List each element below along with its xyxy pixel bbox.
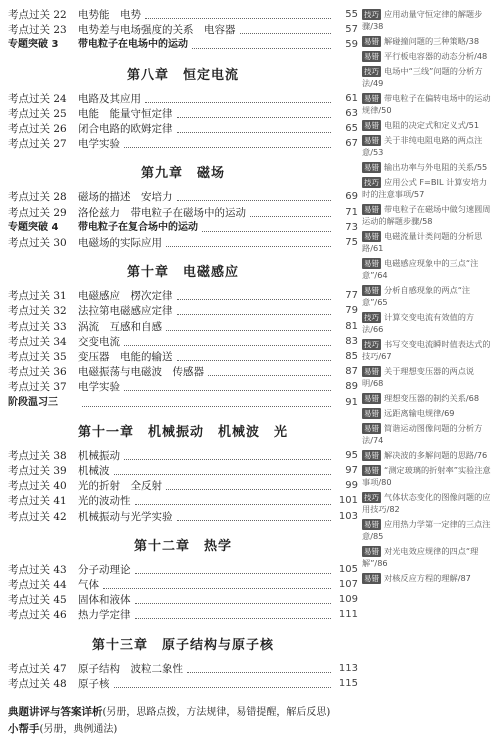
tip-badge: 易错 bbox=[364, 52, 379, 61]
toc-entry-page: 57 bbox=[345, 24, 358, 36]
footer-helper bbox=[8, 720, 368, 736]
tip-item bbox=[362, 161, 494, 173]
dot-leader bbox=[177, 298, 332, 300]
dot-leader bbox=[177, 131, 332, 133]
tip-badge: 易错 bbox=[364, 286, 379, 295]
tip-badge: 易错 bbox=[364, 205, 379, 214]
tip-item bbox=[362, 464, 494, 488]
toc-entry[interactable] bbox=[8, 510, 358, 524]
toc-entry-title: 机械波 bbox=[78, 465, 110, 477]
tip-badge: 易错 bbox=[364, 409, 379, 418]
tip-text: 应用公式 F=BIL 计算安培力时的注意事项/57 bbox=[362, 177, 488, 200]
toc-entry-title: 涡流 互感和自感 bbox=[78, 320, 162, 333]
tip-text: 平行板电容器的动态分析/48 bbox=[384, 51, 488, 61]
toc-entry[interactable] bbox=[8, 578, 358, 592]
footer-answers bbox=[8, 703, 368, 719]
toc-entry-label: 考点过关 26 bbox=[8, 123, 67, 135]
toc-entry-page: 87 bbox=[345, 366, 358, 378]
toc-entry-title: 电磁振荡与电磁波 传感器 bbox=[78, 366, 204, 379]
chapter-heading: 第九章 磁场 bbox=[140, 166, 225, 182]
dot-leader bbox=[124, 146, 331, 148]
tip-item bbox=[362, 491, 494, 515]
tip-item bbox=[362, 545, 494, 569]
tip-item bbox=[362, 92, 494, 116]
toc-entry-page: 103 bbox=[338, 510, 358, 522]
tip-badge: 易错 bbox=[364, 136, 379, 145]
toc-entry[interactable] bbox=[8, 38, 358, 52]
toc-entry[interactable] bbox=[8, 350, 358, 364]
toc-entry-title: 带电粒子在电场中的运动 bbox=[78, 39, 188, 51]
toc-entry-label: 考点过关 29 bbox=[8, 206, 67, 219]
toc-entry-page: 105 bbox=[338, 563, 358, 575]
tip-item bbox=[362, 230, 494, 254]
toc-entry-title: 电学实验 bbox=[78, 138, 120, 151]
toc-entry-label: 考点过关 34 bbox=[8, 335, 67, 348]
toc-entry-page: 75 bbox=[345, 237, 358, 248]
toc-entry-page: 63 bbox=[345, 107, 358, 119]
toc-entry[interactable] bbox=[8, 236, 358, 250]
toc-entry-label: 考点过关 40 bbox=[8, 480, 67, 493]
tip-item bbox=[362, 392, 494, 404]
tip-item bbox=[362, 338, 494, 362]
toc-entry-label: 考点过关 22 bbox=[8, 9, 67, 21]
tip-text: 电磁感应现象中的三点“注意”/64 bbox=[362, 258, 479, 281]
toc-entry[interactable] bbox=[8, 396, 358, 410]
tip-badge: 易错 bbox=[364, 547, 379, 556]
toc-entry-title: 原子核 bbox=[78, 677, 110, 690]
dot-leader bbox=[166, 245, 331, 247]
tip-badge: 技巧 bbox=[364, 178, 379, 187]
toc-entry-title: 磁场的描述 安培力 bbox=[78, 191, 173, 204]
toc-entry-label: 考点过关 36 bbox=[8, 366, 67, 379]
tip-text: 带电粒子在磁场中做匀速圆周运动的解题步骤/58 bbox=[362, 204, 491, 227]
tip-text: 应用热力学第一定律的三点注意/85 bbox=[362, 519, 491, 542]
tip-badge: 易错 bbox=[364, 121, 379, 130]
tip-badge: 易错 bbox=[364, 394, 379, 403]
tip-badge: 技巧 bbox=[364, 67, 379, 76]
tip-item bbox=[362, 176, 494, 200]
table-of-contents bbox=[8, 0, 358, 741]
toc-entry[interactable] bbox=[8, 320, 358, 334]
tip-item bbox=[362, 257, 494, 281]
toc-entry-title: 电磁场的实际应用 bbox=[78, 237, 162, 249]
footer-helper-title: 小帮手 bbox=[8, 723, 40, 735]
toc-entry[interactable] bbox=[8, 677, 358, 691]
toc-entry-label: 考点过关 31 bbox=[8, 290, 67, 303]
toc-entry-label: 考点过关 47 bbox=[8, 662, 67, 675]
toc-entry[interactable] bbox=[8, 494, 358, 508]
tip-badge: 易错 bbox=[364, 94, 379, 103]
tip-text: 输出功率与外电阻的关系/55 bbox=[384, 162, 488, 172]
toc-entry-title: 机械振动 bbox=[78, 449, 120, 462]
toc-entry-label: 考点过关 27 bbox=[8, 138, 67, 151]
toc-entry-title: 电能 能量守恒定律 bbox=[78, 107, 173, 120]
tip-badge: 易错 bbox=[364, 424, 379, 433]
toc-entry-page: 85 bbox=[345, 351, 358, 362]
dot-leader bbox=[135, 617, 332, 619]
tips-sidebar bbox=[362, 0, 494, 741]
dot-leader bbox=[114, 686, 332, 688]
dot-leader bbox=[114, 473, 332, 475]
toc-entry-title: 变压器 电能的输送 bbox=[78, 351, 173, 363]
tip-badge: 易错 bbox=[364, 232, 379, 241]
tip-text: 对核反应方程的理解/87 bbox=[384, 573, 471, 583]
chapter-heading: 第十章 电磁感应 bbox=[126, 265, 239, 281]
toc-entry-page: 61 bbox=[345, 92, 358, 104]
toc-entry-title: 闭合电路的欧姆定律 bbox=[78, 123, 173, 135]
dot-leader bbox=[124, 458, 331, 460]
toc-entry-label: 考点过关 30 bbox=[8, 237, 67, 249]
footer-helper-note: (另册，典例通法) bbox=[39, 724, 118, 735]
toc-entry[interactable] bbox=[8, 563, 358, 577]
toc-entry-page: 71 bbox=[345, 206, 358, 218]
toc-entry-title: 电路及其应用 bbox=[78, 92, 141, 105]
toc-entry-label: 考点过关 33 bbox=[8, 320, 67, 333]
toc-entry-title: 电势能 电势 bbox=[78, 9, 141, 21]
tip-item bbox=[362, 284, 494, 308]
tip-item bbox=[362, 203, 494, 227]
dot-leader bbox=[124, 344, 331, 346]
chapter-heading: 第十一章 机械振动 机械波 光 bbox=[77, 424, 288, 440]
toc-entry-page: 81 bbox=[345, 320, 358, 332]
toc-entry[interactable] bbox=[8, 221, 358, 235]
toc-entry-title: 光的折射 全反射 bbox=[78, 480, 162, 493]
toc-entry-title: 洛伦兹力 带电粒子在磁场中的运动 bbox=[78, 206, 246, 219]
dot-leader bbox=[145, 101, 331, 103]
dot-leader bbox=[177, 116, 332, 118]
tip-text: 对光电效应规律的四点“理解”/86 bbox=[362, 546, 479, 569]
toc-entry[interactable] bbox=[8, 122, 358, 136]
toc-entry-label: 考点过关 37 bbox=[8, 381, 67, 394]
toc-entry[interactable] bbox=[8, 464, 358, 478]
dot-leader bbox=[192, 47, 331, 49]
toc-entry[interactable] bbox=[8, 92, 358, 106]
dot-leader bbox=[166, 488, 331, 490]
toc-entry-page: 113 bbox=[338, 662, 358, 674]
toc-entry-title: 带电粒子在复合场中的运动 bbox=[78, 221, 198, 233]
tip-badge: 易错 bbox=[364, 37, 379, 46]
toc-entry[interactable] bbox=[8, 8, 358, 22]
toc-entry-page: 83 bbox=[345, 335, 358, 347]
toc-entry-label: 专题突破 4 bbox=[8, 221, 59, 233]
toc-entry-page: 95 bbox=[345, 449, 358, 461]
tip-item bbox=[362, 8, 494, 32]
toc-entry[interactable] bbox=[8, 137, 358, 151]
toc-entry-label: 考点过关 39 bbox=[8, 465, 67, 477]
tip-text: 关于理想变压器的两点说明/68 bbox=[362, 366, 475, 389]
toc-entry[interactable] bbox=[8, 479, 358, 493]
dot-leader bbox=[240, 32, 332, 34]
dot-leader bbox=[124, 389, 331, 391]
tip-text: 分析自感现象的两点“注意”/65 bbox=[362, 285, 471, 308]
dot-leader bbox=[187, 671, 331, 673]
tip-badge: 易错 bbox=[364, 574, 379, 583]
toc-entry-page: 107 bbox=[338, 579, 358, 590]
toc-entry[interactable] bbox=[8, 190, 358, 204]
toc-entry[interactable] bbox=[8, 608, 358, 622]
tip-badge: 易错 bbox=[364, 163, 379, 172]
toc-entry-label: 考点过关 46 bbox=[8, 609, 67, 622]
toc-entry-page: 69 bbox=[345, 191, 358, 203]
tip-badge: 技巧 bbox=[364, 340, 379, 349]
toc-entry-label: 考点过关 32 bbox=[8, 305, 67, 318]
toc-entry-label: 考点过关 42 bbox=[8, 510, 67, 523]
toc-entry-page: 91 bbox=[345, 396, 358, 408]
footer-answers-note: (另册，思路点拨，方法规律，易错提醒，解后反思) bbox=[102, 707, 331, 718]
tip-item bbox=[362, 134, 494, 158]
tip-item bbox=[362, 35, 494, 47]
tip-text: 远距离输电规律/69 bbox=[384, 408, 455, 418]
toc-entry-page: 73 bbox=[345, 221, 358, 233]
tip-badge: 易错 bbox=[364, 466, 379, 475]
tip-text: 带电粒子在偏转电场中的运动规律/50 bbox=[362, 93, 491, 116]
toc-entry[interactable] bbox=[8, 380, 358, 394]
tip-text: 理想变压器的制约关系/68 bbox=[384, 393, 480, 403]
chapter-heading: 第十三章 原子结构与原子核 bbox=[91, 637, 274, 653]
dot-leader bbox=[177, 199, 332, 201]
dot-leader bbox=[202, 230, 331, 232]
toc-entry-page: 109 bbox=[338, 594, 358, 606]
toc-entry-label: 考点过关 48 bbox=[8, 677, 67, 690]
toc-entry-label: 考点过关 25 bbox=[8, 107, 67, 120]
toc-entry[interactable] bbox=[8, 449, 358, 463]
toc-entry[interactable] bbox=[8, 289, 358, 303]
dot-leader bbox=[177, 313, 332, 315]
toc-entry[interactable] bbox=[8, 335, 358, 349]
toc-entry-page: 67 bbox=[345, 138, 358, 150]
tip-item bbox=[362, 65, 494, 89]
toc-entry[interactable] bbox=[8, 107, 358, 121]
toc-entry-title: 固体和液体 bbox=[78, 594, 131, 607]
toc-entry-title: 交变电流 bbox=[78, 335, 120, 348]
chapter-heading: 第八章 恒定电流 bbox=[126, 67, 239, 83]
toc-entry[interactable] bbox=[8, 23, 358, 37]
tip-text: 解碰撞问题的三种策略/38 bbox=[384, 36, 480, 46]
tip-badge: 技巧 bbox=[364, 493, 379, 502]
dot-leader bbox=[177, 519, 332, 521]
tip-text: 气体状态变化的图像问题的应用技巧/82 bbox=[362, 492, 491, 515]
tip-item bbox=[362, 119, 494, 131]
dot-leader bbox=[208, 374, 331, 376]
dot-leader bbox=[135, 572, 332, 574]
toc-entry-label: 考点过关 28 bbox=[8, 191, 67, 204]
dot-leader bbox=[135, 602, 332, 604]
toc-entry[interactable] bbox=[8, 662, 358, 676]
dot-leader bbox=[82, 405, 331, 407]
toc-entry-page: 65 bbox=[345, 123, 358, 134]
toc-entry-page: 79 bbox=[345, 305, 358, 317]
toc-entry-label: 考点过关 44 bbox=[8, 579, 67, 591]
tip-text: 应用动量守恒定律的解题步骤/38 bbox=[362, 9, 483, 32]
tip-badge: 技巧 bbox=[364, 313, 379, 322]
tip-badge: 易错 bbox=[364, 520, 379, 529]
toc-entry[interactable] bbox=[8, 304, 358, 318]
toc-entry-label: 考点过关 45 bbox=[8, 594, 67, 607]
dot-leader bbox=[177, 359, 332, 361]
tip-badge: 易错 bbox=[364, 259, 379, 268]
tip-text: 简谐运动图像问题的分析方法/74 bbox=[362, 423, 483, 446]
tip-item bbox=[362, 311, 494, 335]
tip-item bbox=[362, 518, 494, 542]
tip-item bbox=[362, 449, 494, 461]
dot-leader bbox=[103, 587, 331, 589]
toc-entry-page: 111 bbox=[338, 609, 358, 621]
tip-text: 电磁流量计类问题的分析思路/61 bbox=[362, 231, 483, 254]
toc-entry-title: 气体 bbox=[78, 579, 99, 591]
toc-entry[interactable] bbox=[8, 365, 358, 379]
tip-item bbox=[362, 422, 494, 446]
toc-entry-title: 电势差与电场强度的关系 电容器 bbox=[78, 24, 236, 37]
toc-entry-label: 考点过关 24 bbox=[8, 92, 67, 105]
tip-badge: 易错 bbox=[364, 367, 379, 376]
toc-entry-page: 59 bbox=[345, 39, 358, 51]
tip-badge: 技巧 bbox=[364, 10, 379, 19]
tip-text: 电阻的决定式和定义式/51 bbox=[384, 120, 480, 130]
toc-entry-page: 89 bbox=[345, 381, 358, 393]
toc-entry-page: 97 bbox=[345, 465, 358, 476]
chapter-heading: 第十二章 热学 bbox=[133, 538, 232, 554]
toc-entry-page: 77 bbox=[345, 290, 358, 302]
dot-leader bbox=[145, 17, 331, 19]
toc-entry-label: 考点过关 43 bbox=[8, 563, 67, 576]
toc-entry-title: 热力学定律 bbox=[78, 609, 131, 622]
tip-item bbox=[362, 50, 494, 62]
tip-item bbox=[362, 407, 494, 419]
tip-text: 计算交变电流有效值的方法/66 bbox=[362, 312, 475, 335]
tip-text: “测定玻璃的折射率”实验注意事项/80 bbox=[362, 465, 491, 488]
toc-entry-title: 分子动理论 bbox=[78, 563, 131, 576]
dot-leader bbox=[250, 215, 331, 217]
tip-text: 书写交变电流瞬时值表达式的技巧/67 bbox=[362, 339, 491, 362]
dot-leader bbox=[135, 503, 332, 505]
toc-entry-title: 法拉第电磁感应定律 bbox=[78, 305, 173, 318]
toc-entry[interactable] bbox=[8, 206, 358, 220]
toc-entry[interactable] bbox=[8, 593, 358, 607]
tip-text: 解决波的多解问题的思路/76 bbox=[384, 450, 488, 460]
toc-entry-title: 原子结构 波粒二象性 bbox=[78, 662, 183, 675]
dot-leader bbox=[166, 329, 331, 331]
toc-entry-title: 电磁感应 楞次定律 bbox=[78, 290, 173, 303]
footer-answers-title: 典题讲评与答案详析 bbox=[8, 706, 103, 718]
tip-text: 关于非纯电阻电路的两点注意/53 bbox=[362, 135, 483, 158]
toc-entry-label: 考点过关 41 bbox=[8, 495, 67, 508]
toc-entry-title: 光的波动性 bbox=[78, 495, 131, 508]
toc-entry-page: 101 bbox=[338, 495, 358, 507]
toc-entry-label: 考点过关 38 bbox=[8, 449, 67, 462]
tip-text: 电场中“三线”问题的分析方法/49 bbox=[362, 66, 483, 89]
toc-entry-label: 阶段温习三 bbox=[8, 396, 58, 408]
tip-item bbox=[362, 365, 494, 389]
toc-entry-label: 考点过关 35 bbox=[8, 351, 67, 363]
toc-entry-page: 55 bbox=[345, 9, 358, 20]
toc-entry-page: 115 bbox=[338, 677, 358, 689]
toc-entry-title: 机械振动与光学实验 bbox=[78, 510, 173, 523]
tip-item bbox=[362, 572, 494, 584]
toc-entry-title: 电学实验 bbox=[78, 381, 120, 394]
toc-entry-label: 专题突破 3 bbox=[8, 39, 59, 51]
toc-entry-page: 99 bbox=[345, 480, 358, 492]
tip-badge: 易错 bbox=[364, 451, 379, 460]
toc-entry-label: 考点过关 23 bbox=[8, 24, 67, 37]
